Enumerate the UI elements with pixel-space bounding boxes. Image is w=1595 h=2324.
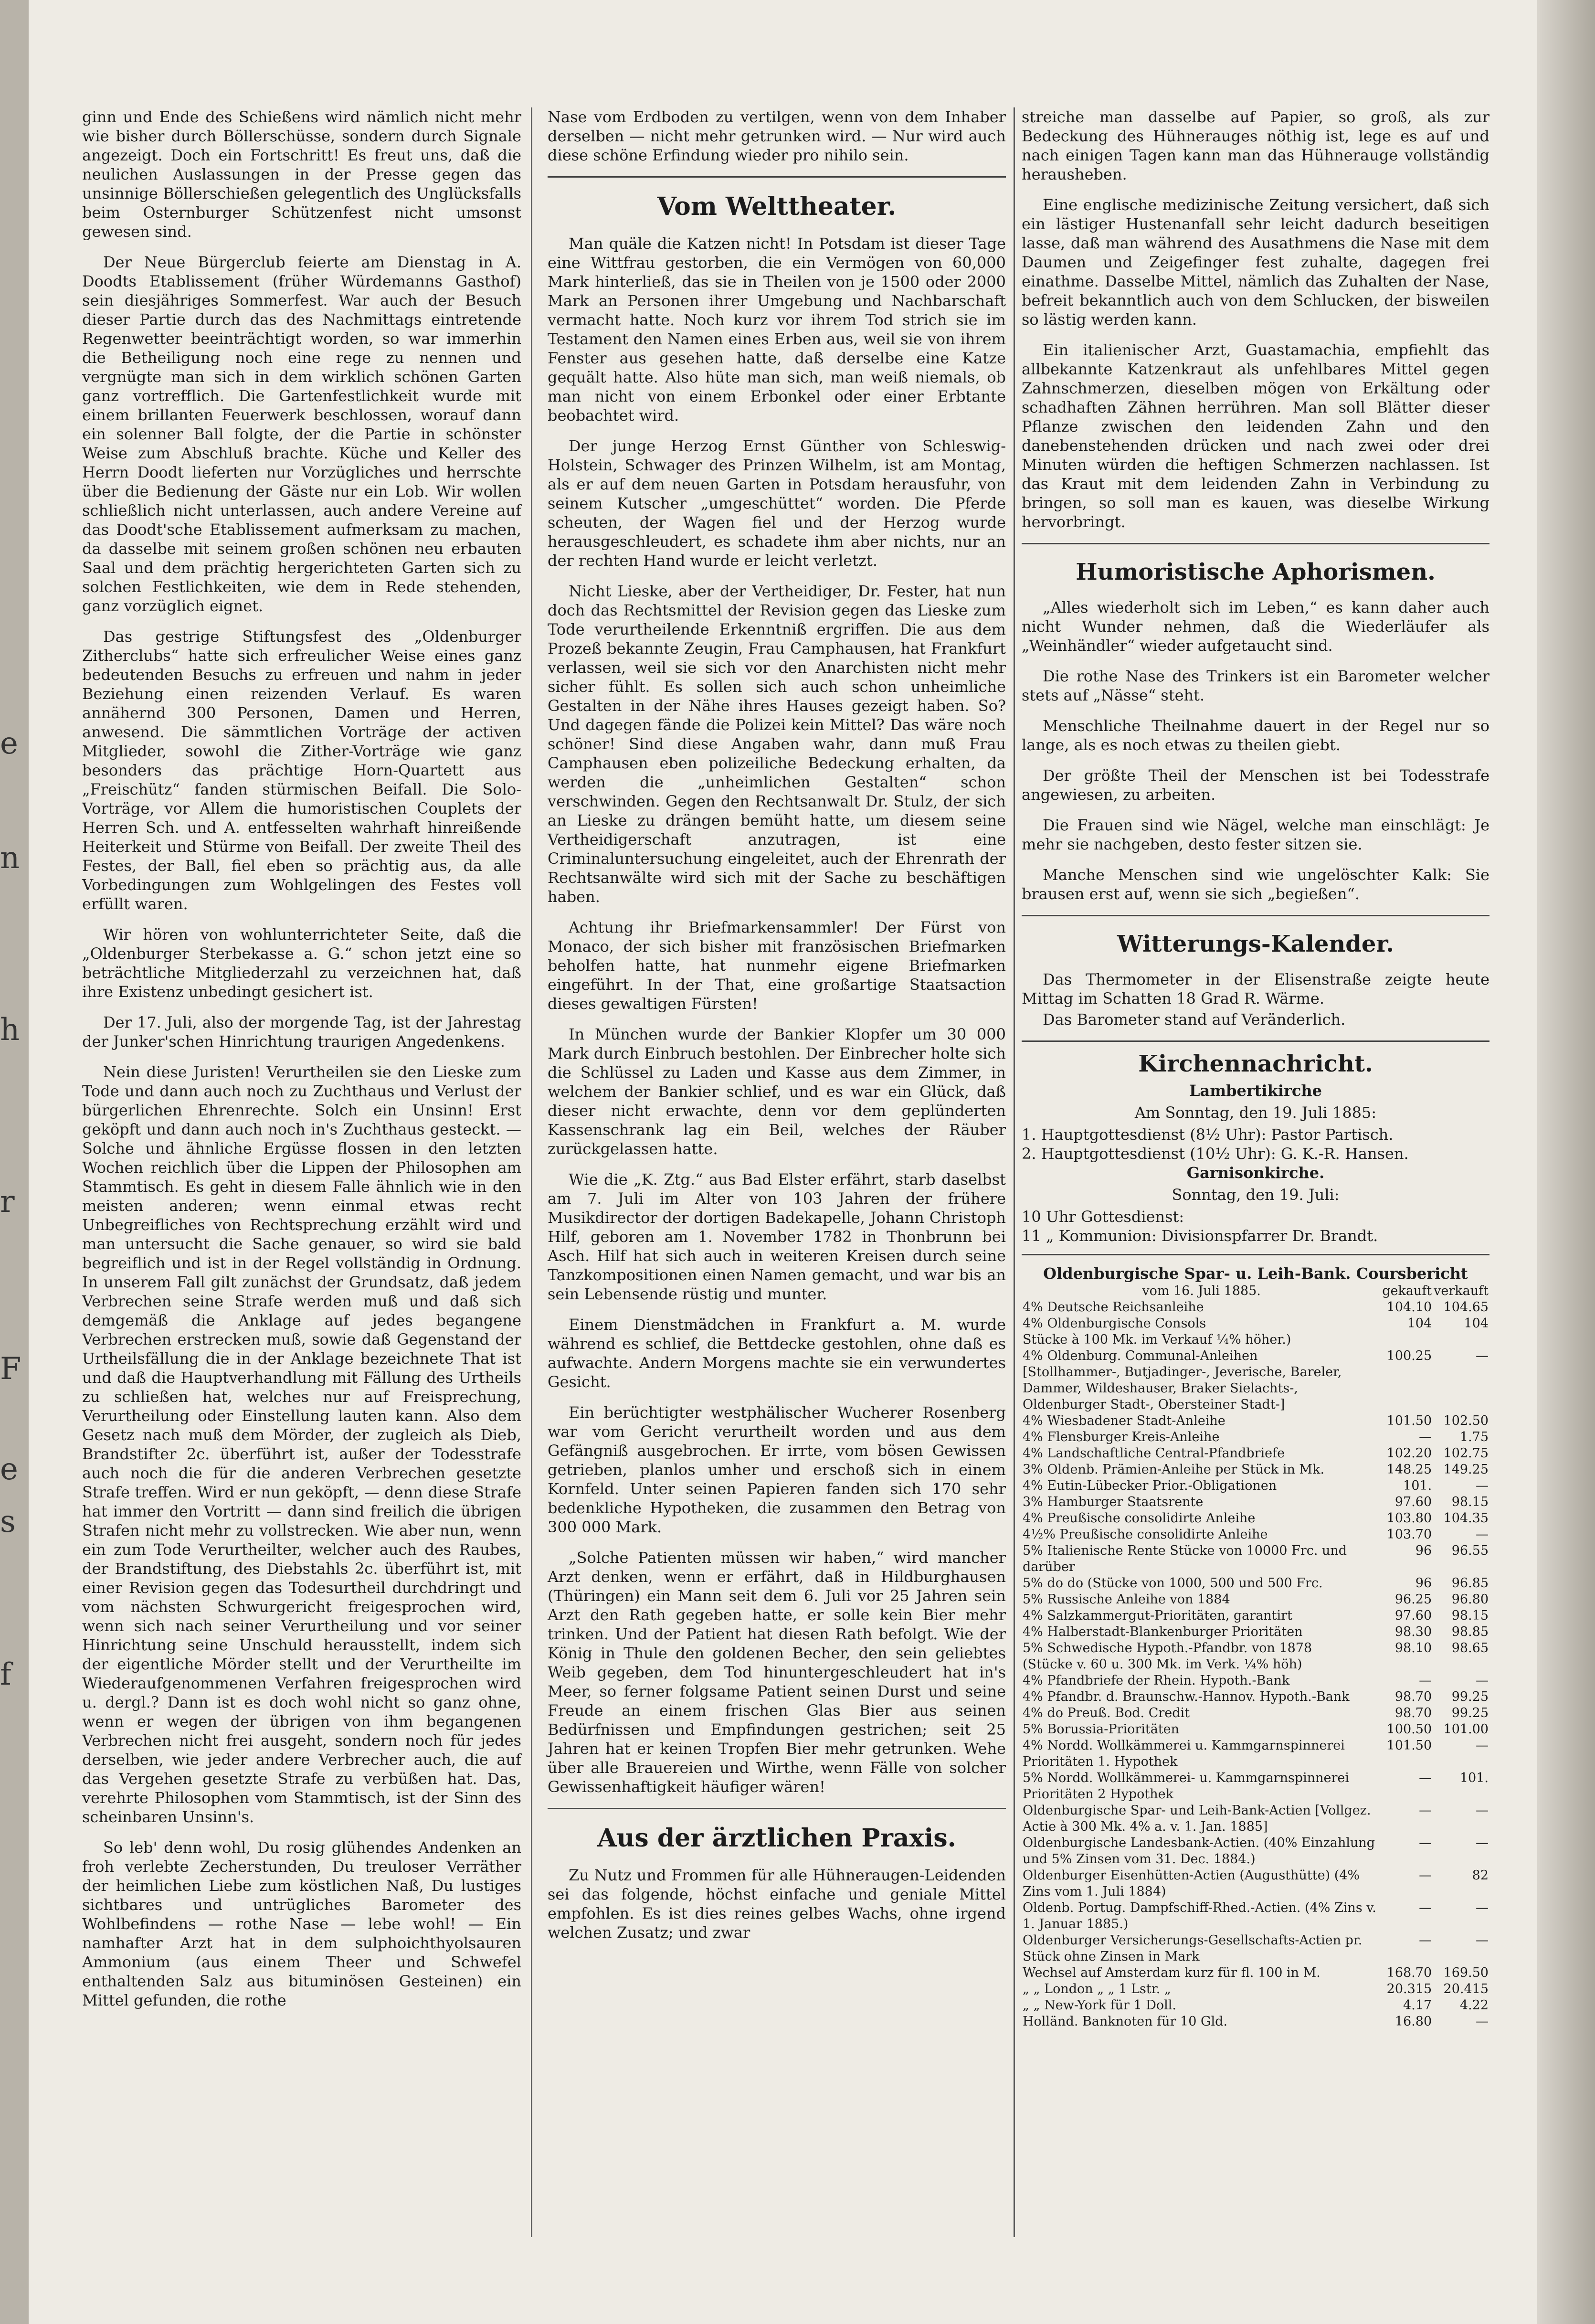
table-cell-name: 5% Russische Anleihe von 1884 [1023, 1592, 1230, 1607]
table-cell-name: Oldenburgische Spar- und Leih-Bank-Actien [Vollgez. Actie à 300 Mk. 4% a. v. 1. Jan. 1885] [1023, 1803, 1371, 1834]
aphorism: Manche Menschen sind wie ungelöschter Kalk: Sie brausen erst auf, wenn sie sich „begießen“. [1022, 866, 1489, 903]
article-huehneraugen: Zu Nutz und Frommen für alle Hühneraugen-Leidenden sei das folgende, höchst einfache und geniale Mittel empfohlen. Es ist dies reines gelbes Wachs, ohne irgend welchen Zusatz; und zwar [548, 1866, 1006, 1942]
table-cell-sell: 99.25 [1451, 1689, 1489, 1704]
article-bad-elster: Wie die „K. Ztg.“ aus Bad Elster erfährt, starb daselbst am 7. Juli im Alter von 103 Jahren der frühere Musikdirector der dortigen Badekapelle, Johann Christoph Hilf, geboren am 1. November 1782 in Thonbrunn bei Asch. Hilf hat sich auch in weiteren Kreisen durch seine Tanzkompositionen einen Namen gemacht, und war bis an sein Lebensende rüstig und munter. [548, 1170, 1006, 1303]
table-cell-name: 3% Hamburger Staatsrente [1023, 1495, 1204, 1509]
section-divider [1022, 1254, 1489, 1255]
article-juristen: Nein diese Juristen! Verurtheilen sie den Lieske zum Tode und dann auch noch zu Zuchthaus und Verlust der bürgerlichen Ehrenrechte. Solch ein Unsinn! Erst geköpft und dann auch noch in's Zuchthaus gesteckt. — Solche und ähnliche Ergüsse flossen in den letzten Wochen reichlich über die Lippen der Philosophen am Stammtisch. Es geht in diesem Falle ähnlich wie in den meisten anderen; wenn einmal etwas recht Unbegreifliches von Rechtsprechung erzählt wird und man untersucht die Sache genauer, so wird sie bald begreiflich und ist in der Regel vollständig in Ordnung. In unserem Fall gilt zunächst der Grundsatz, daß jedem Verbrechen seine Strafe werden muß und daß sich demgemäß die Anklage auf jedes begangene Verbrechen erstrecken muß, sowie daß Gegenstand der Urtheilsfällung die in der Anklage bezeichnete That ist und daß die Hauptverhandlung mit Fällung des Urtheils zu schließen hat, welches nur auf Freisprechung, Verurtheilung oder Einstellung lauten kann. Also dem Gesetz nach muß dem Mörder, der zugleich als Dieb, Brandstifter 2c. überführt ist, außer der Todesstrafe auch noch die für die anderen Verbrechen gesetzte Strafe treffen. Wird er nun geköpft, — denn diese Strafe hat immer den Vortritt — dann sind freilich die übrigen Strafen nicht mehr zu vollstrecken. Wie aber nun, wenn ein zum Tode Verurtheilter, welcher auch des Raubes, der Brandstiftung, des Diebstahls 2c. überführt ist, mit einer Revision gegen das Todesurtheil durchdringt und vom nächsten Schwurgericht freigesprochen wird, wenn sich nach seiner Verurtheilung und vor seiner Hinrichtung seine Unschuld herausstellt, indem sich der eigentliche Mörder stellt und der Verurtheilte im Wiederaufgenommenen Verfahren freigesprochen wird u. dergl.? Dann ist es doch wohl nicht so ganz ohne, wenn er wegen der übrigen von ihm begangenen Verbrechen nicht frei ausgeht, sondern noch für jedes derselben, wie jeder andere Verbrecher auch, die auf das Vergehen gesetzte Strafe zu verbüßen hat. Das, verehrte Philosophen vom Stammtisch, ist der Sinn des scheinbaren Unsinn's. [82, 1063, 521, 1826]
table-row [1022, 1965, 1489, 1981]
table-row [1022, 1348, 1489, 1364]
section-divider [1022, 1040, 1489, 1042]
table-cell-name: (Stücke v. 60 u. 300 Mk. im Verk. ¼% höh) [1023, 1657, 1302, 1672]
table-cell-buy: 16.80 [1394, 2014, 1432, 2029]
gutter-fragment: e [0, 1452, 18, 1487]
column-2 [548, 107, 1006, 1953]
table-row [1022, 1364, 1489, 1413]
weather-thermometer: Das Thermometer in der Elisenstraße zeigte heute Mittag im Schatten 18 Grad R. Wärme. [1022, 970, 1489, 1008]
article-sterbekasse: Wir hören von wohlunterrichteter Seite, daß die „Oldenburger Sterbekasse a. G.“ schon jetzt eine so beträchtliche Mitgliederzahl zu verzeichnen hat, daß ihre Existenz unbedingt gesichert ist. [82, 925, 521, 1001]
table-row [1022, 1316, 1489, 1332]
table-cell-buy: 104.10 [1386, 1300, 1432, 1315]
table-cell-sell: — [1476, 1478, 1489, 1493]
table-cell-name: 4% Oldenburg. Communal-Anleihen [1023, 1348, 1258, 1363]
table-row [1022, 1332, 1489, 1348]
gutter-fragment: r [0, 1184, 15, 1220]
table-cell-sell: 98.15 [1451, 1495, 1489, 1509]
table-cell-name: Oldenburgische Landesbank-Actien. (40% Einzahlung und 5% Zinsen vom 31. Dec. 1884.) [1023, 1836, 1375, 1867]
table-row [1022, 1462, 1489, 1478]
section-divider [548, 1808, 1006, 1809]
table-row [1022, 1738, 1489, 1770]
table-cell-buy: 101.50 [1386, 1413, 1432, 1428]
table-cell-buy: 20.315 [1386, 1982, 1432, 1996]
article-bettdecke: Einem Dienstmädchen in Frankfurt a. M. wurde während es schlief, die Bettdecke gestohlen, ohne daß es aufwachte. Andern Morgens machte sie ein verwundertes Gesicht. [548, 1316, 1006, 1391]
table-cell-sell: 1.75 [1459, 1430, 1489, 1444]
table-cell-buy: 101.50 [1386, 1738, 1432, 1753]
table-row [1022, 1624, 1489, 1640]
table-cell-sell: 104.35 [1443, 1511, 1489, 1526]
table-cell-sell [1433, 1332, 1489, 1348]
table-cell-buy: 96 [1415, 1543, 1432, 1558]
table-cell-buy: — [1419, 1430, 1432, 1444]
table-cell-buy: 96 [1415, 1576, 1432, 1591]
table-cell-buy: 4.17 [1403, 1998, 1432, 2013]
gutter-fragment: h [0, 1012, 20, 1048]
table-cell-buy: — [1419, 1673, 1432, 1688]
table-cell-name: 5% Borussia-Prioritäten [1023, 1722, 1180, 1737]
table-cell-name: Stücke à 100 Mk. im Verkauf ¼% höher.) [1023, 1332, 1291, 1347]
table-cell-name: 4% Flensburger Kreis-Anleihe [1023, 1430, 1220, 1444]
table-cell-sell: 96.85 [1451, 1576, 1489, 1591]
table-cell-name: Oldenburger Versicherungs-Gesellschafts-Actien pr. Stück ohne Zinsen in Mark [1023, 1933, 1363, 1964]
table-cell-name: Oldenb. Portug. Dampfschiff-Rhed.-Actien. (4% Zins v. 1. Januar 1885.) [1023, 1900, 1376, 1931]
table-cell-sell: 104 [1464, 1316, 1489, 1331]
table-cell-name: Wechsel auf Amsterdam kurz für fl. 100 in M. [1023, 1965, 1320, 1980]
table-row [1022, 1705, 1489, 1721]
church-date: Am Sonntag, den 19. Juli 1885: [1134, 1104, 1377, 1122]
table-cell-name: 5% Nordd. Wollkämmerei- u. Kammgarnspinnerei Prioritäten 2 Hypothek [1023, 1771, 1350, 1802]
table-cell-sell: 102.75 [1443, 1446, 1489, 1461]
table-cell-name: 4% Nordd. Wollkämmerei u. Kammgarnspinnerei Prioritäten 1. Hypothek [1023, 1738, 1345, 1769]
table-row [1022, 1413, 1489, 1429]
section-heading-praxis: Aus der ärztlichen Praxis. [597, 1824, 956, 1853]
church-service: 11 „ Kommunion: Divisionspfarrer Dr. Brandt. [1022, 1227, 1378, 1245]
column-3 [1022, 107, 1489, 2030]
table-header-buy: gekauft [1382, 1284, 1432, 1298]
table-cell-name: Holländ. Banknoten für 10 Gld. [1023, 2014, 1228, 2029]
table-row [1022, 1997, 1489, 2014]
aphorism: Menschliche Theilnahme dauert in der Regel nur so lange, als es noch etwas zu theilen giebt. [1022, 717, 1489, 754]
table-cell-sell: — [1476, 1738, 1489, 1753]
table-cell-buy [1381, 1364, 1433, 1413]
aphorism: Die rothe Nase des Trinkers ist ein Barometer welcher stets auf „Nässe“ steht. [1022, 667, 1489, 704]
section-divider [1022, 915, 1489, 916]
article-herzog: Der junge Herzog Ernst Günther von Schleswig-Holstein, Schwager des Prinzen Wilhelm, ist am Montag, als er auf dem neuen Garten in Potsdam herausfuhr, von seinem Kutscher „umgeschüttet“ worden. Die Pferde scheuten, der Wagen fiel und der Herzog wurde herausgeschleudert, es schadete ihm aber nichts, nur an der rechten Hand wurde er leicht verletzt. [548, 437, 1006, 570]
table-cell-sell: 98.15 [1451, 1608, 1489, 1623]
article-schiessen: ginn und Ende des Schießens wird nämlich nicht mehr wie bisher durch Böllerschüsse, sondern durch Signale angezeigt. Doch ein Fortschritt! Es freut uns, daß die neulichen Auslassungen in der Presse gegen das unsinnige Böllerschießen gelegentlich des Unglücksfalls beim Osternburger Schützenfest nicht umsonst gewesen sind. [82, 108, 521, 241]
table-cell-buy: — [1419, 1836, 1432, 1850]
gutter-fragment: s [0, 1504, 16, 1539]
article-wucherer: Ein berüchtigter westphälischer Wucherer Rosenberg war vom Gericht verurtheilt worden und aus dem Gefängniß ausgebrochen. Er irrte, vom bösen Gewissen getrieben, planlos umher und erschoß sich in einem Kornfeld. Unter seinen Papieren fanden sich 170 sehr bedenkliche Hypotheken, die zusammen den Betrag von 300 000 Mark. [548, 1403, 1006, 1536]
table-row [1022, 1932, 1489, 1965]
article-muenchen: In München wurde der Bankier Klopfer um 30 000 Mark durch Einbruch bestohlen. Der Einbrecher holte sich die Schlüssel zu Laden und Kasse aus dem Zimmer, in welchem der Bankier schlief, und es war ein Glück, daß dieser nicht erwachte, denn vor dem geplünderten Kassenschrank lag ein Beil, welches der Räuber zurückgelassen hatte. [548, 1025, 1006, 1158]
table-cell-sell: — [1476, 1673, 1489, 1688]
article-zitherclub: Das gestrige Stiftungsfest des „Oldenburger Zitherclubs“ hatte sich erfreulicher Weise eines ganz bedeutenden Besuchs zu erfreuen und nahm in jeder Beziehung einen reizenden Verlauf. Es waren annähernd 300 Personen, Damen und Herren, anwesend. Die sämmtlichen Vorträge der activen Mitglieder, sowohl die Zither-Vorträge wie ganz besonders das prächtige Horn-Quartett aus „Freischütz“ fanden stürmischen Beifall. Die Solo-Vorträge, vor Allem die humoristischen Couplets der Herren Sch. und A. entfesselten wahrhaft hinreißende Heiterkeit und Stürme von Beifall. Der zweite Theil des Festes, der Ball, fiel eben so prächtig aus, da alle Vorbedingungen zum Wohlgelingen des Festes voll erfüllt waren. [82, 627, 521, 913]
table-cell-sell: 104.65 [1443, 1300, 1489, 1315]
table-cell-buy: 101. [1403, 1478, 1432, 1493]
table-cell-name: 4% Pfandbriefe der Rhein. Hypoth.-Bank [1023, 1673, 1290, 1688]
table-cell-sell: 98.65 [1451, 1641, 1489, 1655]
table-cell-sell: — [1476, 1900, 1489, 1915]
table-cell-sell: — [1476, 1803, 1489, 1818]
table-cell-name: [Stollhammer-, Butjadinger-, Jeverische, Bareler, Dammer, Wildeshauser, Braker Sielachts-, Oldenburger Stadt-, Obersteiner Stadt-] [1023, 1365, 1342, 1412]
table-cell-sell: 4.22 [1459, 1998, 1489, 2013]
table-row [1022, 1721, 1489, 1738]
table-cell-sell [1433, 1656, 1489, 1673]
table-row [1022, 1656, 1489, 1673]
table-cell-name: 5% Schwedische Hypoth.-Pfandbr. von 1878 [1023, 1641, 1312, 1655]
aphorism: Die Frauen sind wie Nägel, welche man einschlägt: Je mehr sie nachgeben, desto fester sitzen sie. [1022, 816, 1489, 853]
table-cell-name: „ „ London „ „ 1 Lstr. „ [1023, 1982, 1171, 1996]
table-cell-sell [1433, 1364, 1489, 1413]
table-row [1022, 1445, 1489, 1462]
table-header-row [1022, 1283, 1489, 1299]
church-name: Garnisonkirche. [1186, 1164, 1325, 1182]
table-cell-name: 4% Eutin-Lübecker Prior.-Obligationen [1023, 1478, 1277, 1493]
aphorism: Der größte Theil der Menschen ist bei Todesstrafe angewiesen, zu arbeiten. [1022, 766, 1489, 804]
table-cell-buy: 98.70 [1394, 1689, 1432, 1704]
table-cell-buy: 97.60 [1394, 1608, 1432, 1623]
table-cell-sell: 98.85 [1451, 1624, 1489, 1639]
table-cell-sell: — [1476, 1527, 1489, 1542]
table-cell-buy [1381, 1656, 1433, 1673]
table-cell-sell: — [1476, 1836, 1489, 1850]
table-cell-sell: 82 [1472, 1868, 1489, 1883]
table-cell-name: 4% Deutsche Reichsanleihe [1023, 1300, 1204, 1315]
section-heading-kirche: Kirchennachricht. [1138, 1051, 1373, 1077]
table-cell-name: 5% do do (Stücke von 1000, 500 und 500 Frc. [1023, 1576, 1323, 1591]
gutter-fragment: F [0, 1351, 21, 1387]
table-cell-buy: 103.70 [1386, 1527, 1432, 1542]
article-briefmarken: Achtung ihr Briefmarkensammler! Der Fürst von Monaco, der sich bisher mit französischen Briefmarken beholfen hatte, hat nunmehr eigene Briefmarken eingeführt. In der That, eine großartige Staatsaction dieses gewaltigen Fürsten! [548, 918, 1006, 1013]
table-cell-buy: 98.70 [1394, 1706, 1432, 1720]
table-cell-sell: 96.80 [1451, 1592, 1489, 1607]
article-buergerclub: Der Neue Bürgerclub feierte am Dienstag in A. Doodts Etablissement (früher Würdemanns Gasthof) sein diesjähriges Sommerfest. War auch der Besuch dieser Partie durch das des Nachmittags eintretende Regenwetter beeinträchtigt worden, so war immerhin die Betheiligung noch eine rege zu nennen und vergnügte man sich in dem wirklich schönen Garten ganz vortrefflich. Die Gartenfestlichkeit wurde mit einem brillanten Feuerwerk beschlossen, worauf dann ein solenner Ball folgte, der die Partie in schönster Weise zum Abschluß brachte. Küche und Keller des Herrn Doodt lieferten nur Vorzügliches und herrschte über die Bedienung der Gäste nur ein Lob. Wir wollen schließlich nicht unterlassen, auch andere Vereine auf das Doodt'sche Etablissement aufmerksam zu machen, da dasselbe mit seinem großen schönen neu erbauten Saal und dem prächtig hergerichteten Garten sich zu solchen Festlichkeiten, wie dem in Rede stehenden, ganz vorzüglich eignet. [82, 253, 521, 615]
table-header-date: vom 16. Juli 1885. [1142, 1284, 1261, 1298]
table-cell-buy: 100.25 [1386, 1348, 1432, 1363]
gutter-fragment: e [0, 726, 18, 761]
table-cell-sell: 102.50 [1443, 1413, 1489, 1428]
table-cell-sell: 99.25 [1451, 1706, 1489, 1720]
table-header-sell: verkauft [1434, 1284, 1489, 1298]
table-cell-buy: 104 [1407, 1316, 1432, 1331]
table-row [1022, 1608, 1489, 1624]
course-report-table [1022, 1283, 1489, 2030]
table-cell-name: 4½% Preußische consolidirte Anleihe [1023, 1527, 1268, 1542]
church-name: Lambertikirche [1189, 1082, 1322, 1100]
church-service: 1. Hauptgottesdienst (8½ Uhr): Pastor Partisch. [1022, 1125, 1394, 1144]
table-cell-sell: 96.55 [1451, 1543, 1489, 1558]
gutter-fragment: n [0, 840, 20, 876]
table-cell-buy: — [1419, 1933, 1432, 1948]
table-row [1022, 1868, 1489, 1900]
table-row [1022, 1592, 1489, 1608]
section-heading-witterung: Witterungs-Kalender. [1117, 931, 1394, 957]
course-report-body [1022, 1299, 1489, 2030]
table-row [1022, 1900, 1489, 1932]
column-rule [1014, 107, 1015, 2237]
table-cell-buy: 102.20 [1386, 1446, 1432, 1461]
table-cell-name: 4% Salzkammergut-Prioritäten, garantirt [1023, 1608, 1292, 1623]
article-katzen: Man quäle die Katzen nicht! In Potsdam ist dieser Tage eine Wittfrau gestorben, die ein Vermögen von 60,000 Mark hinterließ, das sie in Theilen von je 1500 oder 2000 Mark an Personen ihrer Umgebung und Nachbarschaft vermacht hatte. Noch kurz vor ihrem Tod strich sie im Testament den Namen eines Erben aus, weil sie von ihrem Fenster aus gesehen hatte, daß derselbe eine Katze gequält hatte. Also hüte man sich, man weiß niemals, ob man nicht von einem Erbonkel oder einer Erbtante beobachtet wird. [548, 234, 1006, 424]
table-cell-sell: 169.50 [1443, 1965, 1489, 1980]
table-cell-name: 4% Pfandbr. d. Braunschw.-Hannov. Hypoth.-Bank [1023, 1689, 1350, 1704]
table-row [1022, 1981, 1489, 1997]
page-edge [1537, 0, 1595, 2324]
table-cell-name: 4% Oldenburgische Consols [1023, 1316, 1206, 1331]
church-date: Sonntag, den 19. Juli: [1172, 1186, 1340, 1204]
article-wachs: streiche man dasselbe auf Papier, so groß, als zur Bedeckung des Hühnerauges nöthig ist, lege es auf und nach einigen Tagen kann man das Hühnerauge vollständig herausheben. [1022, 108, 1489, 183]
section-divider [1022, 543, 1489, 544]
table-cell-name: 5% Italienische Rente Stücke von 10000 Frc. und darüber [1023, 1543, 1347, 1574]
table-row [1022, 1543, 1489, 1575]
table-cell-buy: — [1419, 1868, 1432, 1883]
church-service: 10 Uhr Gottesdienst: [1022, 1208, 1184, 1226]
gutter-fragment: f [0, 1657, 11, 1692]
weather-barometer: Das Barometer stand auf Veränderlich. [1043, 1010, 1346, 1029]
table-cell-buy: 98.30 [1394, 1624, 1432, 1639]
article-husten: Eine englische medizinische Zeitung versichert, daß sich ein lästiger Hustenanfall sehr leicht dadurch beseitigen lasse, daß man während des Ausathmens die Nase mit dem Daumen und Zeigefinger fest zuhalte, dagegen frei einathme. Dasselbe Mittel, nämlich das Zuhalten der Nase, befreit bekanntlich auch von dem Schlucken, der bisweilen so lästig werden kann. [1022, 196, 1489, 329]
article-juli: Der 17. Juli, also der morgende Tag, ist der Jahrestag der Junker'schen Hinrichtung traurigen Angedenkens. [82, 1013, 521, 1051]
church-service: 2. Hauptgottesdienst (10½ Uhr): G. K.-R. Hansen. [1022, 1145, 1409, 1163]
table-cell-buy: — [1419, 1803, 1432, 1818]
column-rule [531, 107, 532, 2237]
table-cell-sell: — [1476, 1933, 1489, 1948]
table-row [1022, 2014, 1489, 2030]
table-row [1022, 1429, 1489, 1445]
article-zahnschmerzen: Ein italienischer Arzt, Guastamachia, empfiehlt das allbekannte Katzenkraut als unfehlbares Mittel gegen Zahnschmerzen, dieselben mögen von Erkältung oder schadhaften Zähnen herrühren. Man soll Blätter dieser Pflanze zwischen den leidenden Zahn und den danebenstehenden drücken und nach zwei oder drei Minuten würden die heftigen Schmerzen nachlassen. Ist das Kraut mit dem leidenden Zahn in Verbindung zu bringen, so soll man es kauen, was dieselbe Wirkung hervorbringt. [1022, 341, 1489, 531]
table-cell-buy: 100.50 [1386, 1722, 1432, 1737]
table-cell-sell: — [1476, 1348, 1489, 1363]
table-cell-name: 4% Landschaftliche Central-Pfandbriefe [1023, 1446, 1285, 1461]
table-cell-name: 4% Wiesbadener Stadt-Anleihe [1023, 1413, 1225, 1428]
table-cell-sell: 101.00 [1443, 1722, 1489, 1737]
course-report-title: Oldenburgische Spar- u. Leih-Bank. Coursbericht [1043, 1264, 1468, 1283]
table-cell-name: 4% do Preuß. Bod. Credit [1023, 1706, 1190, 1720]
table-cell-buy: — [1419, 1771, 1432, 1785]
table-cell-sell: 20.415 [1443, 1982, 1489, 1996]
table-cell-buy: 103.80 [1386, 1511, 1432, 1526]
table-cell-buy: 98.10 [1394, 1641, 1432, 1655]
section-heading-welttheater: Vom Welttheater. [657, 192, 897, 221]
table-cell-name: 4% Halberstadt-Blankenburger Prioritäten [1023, 1624, 1303, 1639]
newspaper-page [29, 0, 1537, 2324]
table-cell-buy: 96.25 [1394, 1592, 1432, 1607]
section-divider [548, 176, 1006, 178]
table-cell-sell: 149.25 [1443, 1462, 1489, 1477]
article-rothe-nase: So leb' denn wohl, Du rosig glühendes Andenken an froh verlebte Zecherstunden, Du treuloser Verräther der heimlichen Liebe zum köstlichen Naß, Du lustiges sichtbares und untrügliches Barometer des Wohlbefindens — rothe Nase — lebe wohl! — Ein namhafter Arzt hat in dem sulphoichthyolsauren Ammonium (aus einem Theer und Schwefel enthaltenden Salz aus bituminösen Gesteinen) ein Mittel gefunden, die rothe [82, 1838, 521, 2009]
table-row [1022, 1640, 1489, 1656]
table-cell-buy [1381, 1332, 1433, 1348]
table-cell-buy: 148.25 [1386, 1462, 1432, 1477]
table-row [1022, 1494, 1489, 1510]
article-nase-continued: Nase vom Erdboden zu vertilgen, wenn von dem Inhaber derselben — nicht mehr getrunken wird. — Nur wird auch diese schöne Erfindung wieder pro nihilo sein. [548, 108, 1006, 164]
article-patienten: „Solche Patienten müssen wir haben,“ wird mancher Arzt denken, wenn er erfährt, daß in Hildburghausen (Thüringen) ein Mann seit dem 6. Juli vor 25 Jahren sein Arzt den Rath gegeben hatte, er solle kein Bier mehr trinken. Und der Patient hat diesen Rath befolgt. Wie der König in Thule den goldenen Becher, den sein geliebtes Weib gegeben, dem Tod hinuntergeschleudert hat in's Meer, so ferner folgsame Patient seinen Durst und seine Freude an einem frischen Glas Bier aus seinen Bedürfnissen und Empfindungen gestrichen; seit 25 Jahren hat er keinen Tropfen Bier mehr getrunken. Wehe über alle Brauereien und Wirthe, wenn Fälle von solcher Gewissenhaftigkeit häufiger wären! [548, 1549, 1006, 1796]
table-row [1022, 1835, 1489, 1868]
table-cell-buy: 97.60 [1394, 1495, 1432, 1509]
table-cell-name: Oldenburger Eisenhütten-Actien (Augusthütte) (4% Zins vom 1. Juli 1884) [1023, 1868, 1360, 1899]
section-heading-aphorismen: Humoristische Aphorismen. [1076, 559, 1436, 585]
table-cell-name: 4% Preußische consolidirte Anleihe [1023, 1511, 1256, 1526]
column-1 [82, 107, 521, 2021]
table-cell-buy: 168.70 [1386, 1965, 1432, 1980]
table-row [1022, 1510, 1489, 1527]
table-row [1022, 1770, 1489, 1803]
table-row [1022, 1803, 1489, 1835]
aphorism: „Alles wiederholt sich im Leben,“ es kann daher auch nicht Wunder nehmen, daß die Wiederläufer als „Weinhändler“ wieder aufgetaucht sind. [1022, 598, 1489, 655]
table-cell-name: „ „ New-York für 1 Doll. [1023, 1998, 1176, 2013]
article-lieske: Nicht Lieske, aber der Vertheidiger, Dr. Fester, hat nun doch das Rechtsmittel der Revision gegen das Lieske zum Tode verurtheilende Erkenntniß ergriffen. Die aus dem Prozeß bekannte Zeugin, Frau Camphausen, hat Frankfurt verlassen, weil sie sich vor den Anarchisten nicht mehr sicher fühlt. Es sollen sich auch schon unheimliche Gestalten in der Nähe ihres Hauses gezeigt haben. So? Und dagegen fände die Polizei kein Mittel? Das wäre noch schöner! Sind diese Angaben wahr, dann muß Frau Camphausen eben polizeiliche Bedeckung erhalten, da werden die „unheimlichen Gestalten“ schon verschwinden. Gegen den Rechtsanwalt Dr. Stulz, der sich an Lieske zu drängen bemüht hatte, um diesem seine Vertheidigerschaft anzutragen, ist eine Criminaluntersuchung eingeleitet, auch der Ehrenrath der Rechtsanwälte wird sich mit der Sache zu beschäftigen haben. [548, 582, 1006, 906]
table-row [1022, 1689, 1489, 1705]
table-row [1022, 1527, 1489, 1543]
table-row [1022, 1673, 1489, 1689]
table-cell-sell: 101. [1459, 1771, 1489, 1785]
table-row [1022, 1478, 1489, 1494]
table-row [1022, 1299, 1489, 1316]
table-cell-buy: — [1419, 1900, 1432, 1915]
table-cell-sell: — [1476, 2014, 1489, 2029]
table-row [1022, 1575, 1489, 1592]
table-cell-name: 3% Oldenb. Prämien-Anleihe per Stück in Mk. [1023, 1462, 1325, 1477]
